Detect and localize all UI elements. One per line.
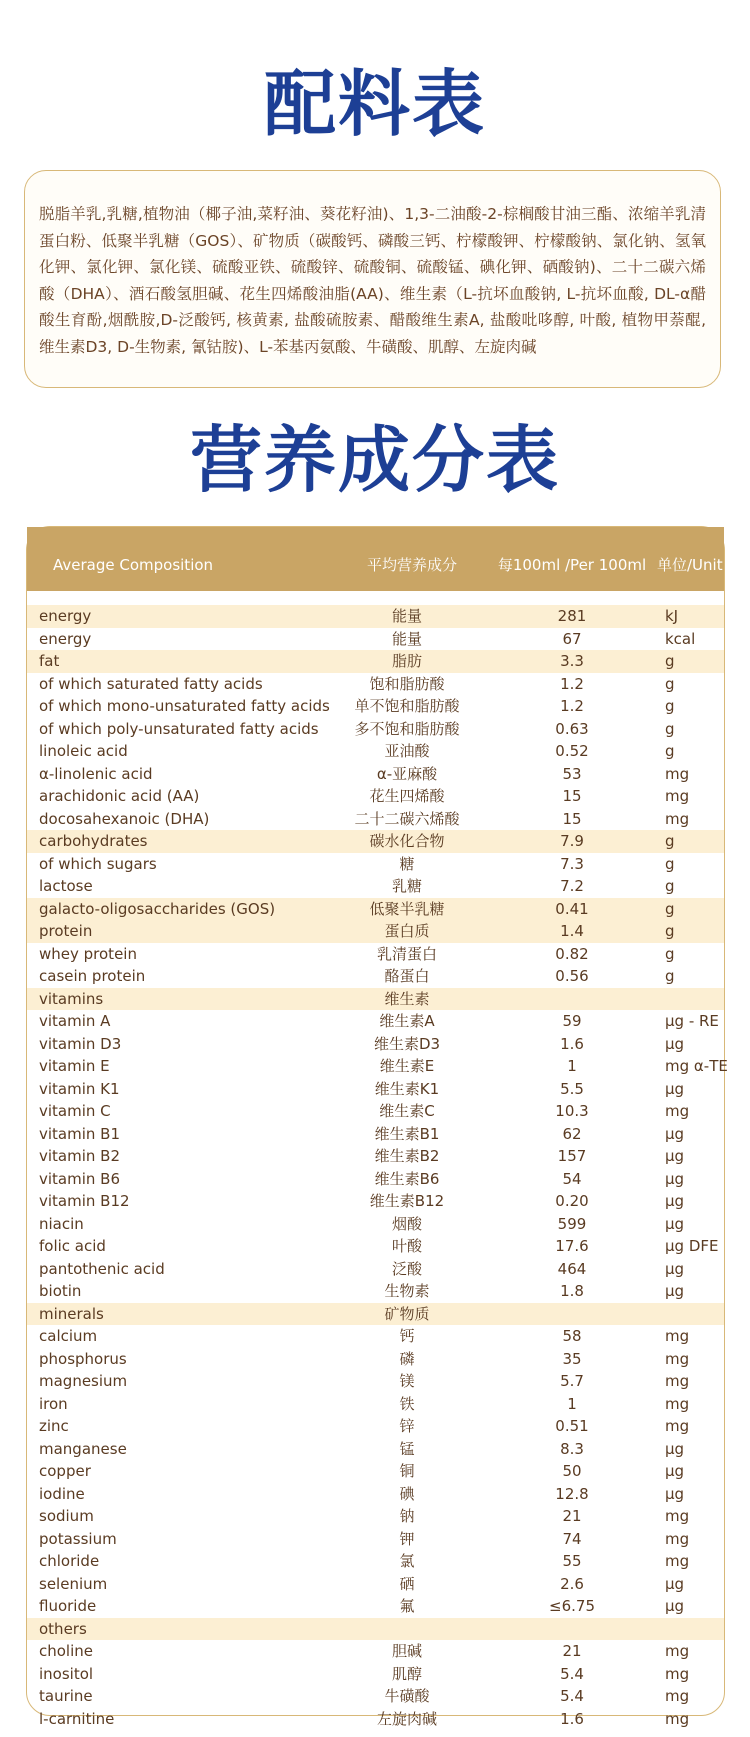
- nutrient-unit: g: [665, 832, 675, 850]
- nutrient-name-en: vitamin B1: [39, 1124, 121, 1143]
- nutrient-name-cn: 锌: [399, 1417, 415, 1435]
- nutrient-value: 74: [562, 1529, 582, 1548]
- table-header: [27, 527, 724, 591]
- nutrient-value: 15: [562, 787, 582, 805]
- nutrient-value: 12.8: [555, 1484, 589, 1503]
- nutrient-name-en: energy: [39, 629, 92, 648]
- nutrient-name-en: fat: [39, 652, 60, 670]
- nutrient-name-cn: 胆碱: [391, 1642, 422, 1660]
- nutrient-name-en: vitamin B2: [39, 1147, 121, 1165]
- table-row: [27, 718, 724, 741]
- table-row: [27, 1618, 724, 1641]
- nutrient-unit: μg: [665, 1034, 685, 1053]
- table-row: [27, 1303, 724, 1326]
- table-row: [27, 1685, 724, 1708]
- nutrient-value: 3.3: [560, 652, 584, 670]
- table-row: [27, 965, 724, 988]
- table-row: [27, 988, 724, 1011]
- nutrient-unit: μg: [665, 1124, 685, 1143]
- nutrient-name-cn: 碳水化合物: [369, 832, 445, 850]
- nutrient-name-cn: 维生素B6: [374, 1169, 440, 1188]
- table-row: [27, 605, 724, 628]
- nutrient-value: 0.41: [555, 899, 589, 918]
- nutrient-value: 2.6: [560, 1574, 584, 1593]
- nutrient-name-en: inositol: [39, 1664, 94, 1683]
- table-row: [27, 695, 724, 718]
- nutrient-name-en: biotin: [39, 1282, 82, 1300]
- nutrient-value: 7.9: [560, 832, 584, 850]
- nutrient-unit: μg: [665, 1574, 685, 1593]
- nutrient-name-cn: 维生素A: [379, 1012, 435, 1030]
- nutrient-name-cn: 单不饱和脂肪酸: [354, 697, 460, 715]
- nutrient-name-cn: 泛酸: [391, 1259, 422, 1278]
- nutrient-value: 58: [562, 1327, 582, 1345]
- nutrient-unit: μg: [665, 1169, 685, 1188]
- table-row: [27, 875, 724, 898]
- nutrient-unit: g: [665, 944, 675, 963]
- nutrient-name-cn: 维生素B1: [374, 1124, 440, 1143]
- nutrient-unit: g: [665, 652, 675, 670]
- nutrient-unit: g: [665, 922, 675, 940]
- nutrient-name-en: magnesium: [39, 1372, 128, 1390]
- nutrient-unit: mg: [665, 787, 690, 805]
- nutrient-name-en: minerals: [39, 1304, 104, 1323]
- nutrient-unit: mg: [665, 1552, 690, 1570]
- nutrient-unit: μg: [665, 1484, 685, 1503]
- nutrient-unit: mg: [665, 1687, 690, 1705]
- nutrient-name-en: folic acid: [39, 1237, 106, 1255]
- nutrient-value: 35: [562, 1349, 582, 1368]
- table-row: [27, 763, 724, 786]
- nutrient-name-en: vitamin A: [39, 1012, 111, 1030]
- table-row: [27, 1595, 724, 1618]
- nutrient-name-cn: 饱和脂肪酸: [369, 674, 445, 693]
- nutrient-name-en: linoleic acid: [39, 742, 128, 760]
- nutrient-value: 0.82: [555, 944, 589, 963]
- table-row: [27, 1708, 724, 1731]
- table-row: [27, 1168, 724, 1191]
- nutrient-name-cn: 维生素: [384, 989, 430, 1008]
- table-row: [27, 785, 724, 808]
- nutrient-name-en: α-linolenic acid: [39, 764, 153, 783]
- nutrient-value: 1.4: [560, 922, 584, 940]
- nutrient-unit: μg: [665, 1597, 685, 1615]
- table-row: [27, 1505, 724, 1528]
- table-row: [27, 1100, 724, 1123]
- table-row: [27, 1258, 724, 1281]
- nutrient-value: 0.52: [555, 742, 589, 760]
- nutrient-unit: g: [665, 697, 675, 715]
- nutrient-name-cn: 维生素D3: [373, 1034, 441, 1053]
- table-row: [27, 1438, 724, 1461]
- table-row: [27, 1213, 724, 1236]
- nutrient-value: 53: [562, 764, 582, 783]
- nutrient-value: 281: [557, 607, 587, 625]
- table-row: [27, 1550, 724, 1573]
- nutrient-unit: g: [665, 674, 675, 693]
- table-row: [27, 1528, 724, 1551]
- nutrient-name-cn: 左旋肉碱: [376, 1709, 437, 1728]
- nutrient-name-cn: 烟酸: [391, 1214, 422, 1233]
- nutrient-name-cn: 矿物质: [384, 1304, 430, 1323]
- nutrient-name-en: manganese: [39, 1439, 127, 1458]
- nutrient-name-en: taurine: [39, 1687, 93, 1705]
- table-row: [27, 1145, 724, 1168]
- nutrient-name-en: pantothenic acid: [39, 1259, 165, 1278]
- nutrient-name-en: vitamin D3: [39, 1034, 122, 1053]
- nutrient-unit: mg: [665, 1417, 690, 1435]
- nutrient-name-en: carbohydrates: [39, 832, 148, 850]
- nutrient-name-cn: 能量: [391, 629, 422, 648]
- table-row: [27, 1010, 724, 1033]
- nutrient-unit: g: [665, 742, 675, 760]
- nutrient-value: 8.3: [560, 1439, 584, 1458]
- ingredients-title: 配料表: [263, 62, 486, 146]
- nutrient-name-en: selenium: [39, 1574, 108, 1593]
- table-row: [27, 1348, 724, 1371]
- table-row: [27, 628, 724, 651]
- nutrient-name-en: vitamin E: [39, 1057, 110, 1075]
- table-row: [27, 898, 724, 921]
- nutrient-name-cn: 硒: [399, 1574, 415, 1593]
- nutrient-value: 0.56: [555, 967, 589, 985]
- table-row: [27, 1370, 724, 1393]
- nutrient-name-cn: 肌醇: [391, 1664, 422, 1683]
- table-row: [27, 1393, 724, 1416]
- nutrient-name-en: of which sugars: [39, 854, 157, 873]
- nutrient-name-cn: 酪蛋白: [384, 967, 430, 985]
- ingredients-box: [24, 170, 721, 388]
- nutrient-name-en: vitamin B12: [39, 1192, 130, 1210]
- nutrient-unit: μg: [665, 1192, 685, 1210]
- nutrient-unit: μg: [665, 1079, 685, 1098]
- nutrient-name-en: calcium: [39, 1327, 98, 1345]
- nutrient-value: 599: [557, 1214, 587, 1233]
- nutrient-value: 17.6: [555, 1237, 589, 1255]
- nutrient-name-en: vitamin K1: [39, 1079, 120, 1098]
- nutrient-value: ≤6.75: [549, 1597, 595, 1615]
- nutrient-value: 62: [562, 1124, 582, 1143]
- nutrient-value: 5.4: [560, 1687, 584, 1705]
- nutrient-value: 0.20: [555, 1192, 589, 1210]
- nutrient-name-en: copper: [39, 1462, 91, 1480]
- table-row: [27, 808, 724, 831]
- nutrient-name-cn: 维生素B12: [369, 1192, 445, 1210]
- table-row: [27, 1235, 724, 1258]
- ingredients-text: 脱脂羊乳,乳糖,植物油（椰子油,菜籽油、葵花籽油)、1,3-二油酸-2-棕榈酸甘油三酯、浓缩羊乳清蛋白粉、低聚半乳糖（GOS）、矿物质（碳酸钙、磷酸三钙、柠檬酸钾、柠檬酸钠、氯化钠、氢氧化钾、氯化钾、氯化镁、硫酸亚铁、硫酸锌、硫酸铜、硫酸锰、碘化钾、硒酸钠)、二十二碳六烯酸（DHA）、酒石酸氢胆碱、花生四烯酸油脂(AA)、维生素（L-抗坏血酸钠, L-抗坏血酸, DL-α醋酸生育酚,烟酰胺,D-泛酸钙, 核黄素, 盐酸硫胺素、醋酸维生素A, 盐酸吡哆醇, 叶酸, 植物甲萘醌, 维生素D3, D-生物素, 氰钴胺)、L-苯基丙氨酸、牛磺酸、肌醇、左旋肉碱: [39, 205, 706, 356]
- nutrient-name-cn: 钾: [399, 1529, 415, 1548]
- header-average-composition: Average Composition: [53, 556, 214, 574]
- header-unit: 单位/Unit: [657, 556, 723, 574]
- nutrient-name-cn: 乳清蛋白: [376, 944, 437, 963]
- nutrient-value: 0.51: [555, 1417, 589, 1435]
- nutrient-name-en: of which poly-unsaturated fatty acids: [39, 719, 319, 738]
- nutrient-value: 59: [562, 1012, 582, 1030]
- nutrient-name-cn: 氟: [399, 1597, 415, 1615]
- nutrition-title: 营养成分表: [189, 418, 560, 502]
- nutrient-unit: g: [665, 967, 675, 985]
- nutrient-name-cn: 铜: [399, 1462, 415, 1480]
- nutrient-value: 1.8: [560, 1282, 584, 1300]
- nutrient-name-cn: 维生素C: [379, 1102, 435, 1120]
- nutrient-name-cn: 糖: [399, 854, 415, 873]
- table-body: [27, 605, 728, 1730]
- nutrient-name-en: iron: [39, 1394, 68, 1413]
- nutrient-name-en: of which mono-unsaturated fatty acids: [39, 697, 330, 715]
- nutrient-value: 7.2: [560, 877, 584, 895]
- nutrient-name-en: arachidonic acid (AA): [39, 787, 200, 805]
- nutrient-value: 5.5: [560, 1079, 584, 1098]
- nutrient-name-en: protein: [39, 922, 93, 940]
- header-per-100ml: 每100ml /Per 100ml: [497, 556, 647, 574]
- nutrient-value: 1: [567, 1057, 577, 1075]
- nutrient-unit: kcal: [665, 629, 696, 648]
- nutrient-name-cn: 蛋白质: [384, 922, 430, 940]
- nutrient-name-cn: 花生四烯酸: [369, 787, 445, 805]
- nutrient-unit: mg: [665, 1709, 690, 1728]
- nutrient-name-cn: 氯: [399, 1552, 415, 1570]
- nutrient-value: 21: [562, 1507, 582, 1525]
- nutrient-value: 1.6: [560, 1709, 584, 1728]
- nutrient-value: 1.6: [560, 1034, 584, 1053]
- nutrient-name-en: others: [39, 1619, 87, 1638]
- table-row: [27, 1123, 724, 1146]
- nutrient-name-cn: 钠: [399, 1507, 415, 1525]
- nutrient-value: 1: [567, 1394, 577, 1413]
- table-row: [27, 920, 724, 943]
- nutrient-name-cn: 脂肪: [391, 652, 422, 670]
- table-row: [27, 650, 724, 673]
- nutrient-value: 157: [557, 1147, 587, 1165]
- table-row: [27, 1280, 724, 1303]
- nutrient-value: 21: [562, 1642, 582, 1660]
- nutrient-value: 67: [562, 629, 582, 648]
- nutrient-name-cn: 磷: [399, 1349, 415, 1368]
- header-chinese-name: 平均营养成分: [366, 556, 457, 574]
- table-row: [27, 853, 724, 876]
- nutrient-unit: mg: [665, 1349, 690, 1368]
- nutrient-unit: mg: [665, 1664, 690, 1683]
- nutrient-unit: g: [665, 854, 675, 873]
- table-row: [27, 1460, 724, 1483]
- table-row: [27, 1663, 724, 1686]
- nutrient-name-en: energy: [39, 607, 92, 625]
- nutrient-unit: mg: [665, 1642, 690, 1660]
- table-row: [27, 1190, 724, 1213]
- nutrient-name-en: fluoride: [39, 1597, 97, 1615]
- nutrient-unit: μg: [665, 1282, 685, 1300]
- nutrient-value: 5.7: [560, 1372, 584, 1390]
- nutrient-name-cn: 叶酸: [391, 1237, 422, 1255]
- nutrient-name-cn: 镁: [399, 1372, 415, 1390]
- table-row: [27, 1415, 724, 1438]
- table-row: [27, 1573, 724, 1596]
- nutrient-name-cn: 维生素B2: [374, 1147, 440, 1165]
- nutrient-name-cn: 能量: [391, 607, 422, 625]
- nutrient-value: 15: [562, 809, 582, 828]
- nutrient-name-en: sodium: [39, 1507, 94, 1525]
- nutrient-name-cn: 低聚半乳糖: [369, 899, 445, 918]
- nutrient-name-en: vitamin B6: [39, 1169, 121, 1188]
- nutrient-name-cn: 铁: [399, 1394, 415, 1413]
- table-row: [27, 1325, 724, 1348]
- nutrient-name-en: choline: [39, 1642, 94, 1660]
- nutrient-name-cn: 碘: [399, 1484, 415, 1503]
- nutrient-unit: μg - RE: [665, 1012, 719, 1030]
- nutrient-value: 464: [557, 1259, 587, 1278]
- nutrient-unit: mg: [665, 1102, 690, 1120]
- nutrient-name-cn: 牛磺酸: [384, 1687, 430, 1705]
- nutrient-unit: kJ: [665, 607, 679, 625]
- nutrient-unit: μg: [665, 1214, 685, 1233]
- table-row: [27, 830, 724, 853]
- nutrient-value: 1.2: [560, 697, 584, 715]
- nutrient-value: 0.63: [555, 719, 589, 738]
- nutrient-name-cn: 维生素E: [379, 1057, 435, 1075]
- table-row: [27, 740, 724, 763]
- nutrient-name-cn: 维生素K1: [374, 1079, 440, 1098]
- nutrient-name-en: docosahexanoic (DHA): [39, 809, 210, 828]
- nutrient-name-en: chloride: [39, 1552, 100, 1570]
- nutrition-table: [26, 526, 728, 1728]
- nutrient-unit: mg: [665, 1327, 690, 1345]
- nutrient-name-en: potassium: [39, 1529, 117, 1548]
- nutrient-name-cn: α-亚麻酸: [376, 764, 438, 783]
- nutrient-name-cn: 钙: [399, 1327, 415, 1345]
- table-row: [27, 1640, 724, 1663]
- nutrient-name-en: l-carnitine: [39, 1709, 115, 1728]
- nutrient-unit: μg: [665, 1259, 685, 1278]
- nutrient-name-cn: 亚油酸: [384, 742, 430, 760]
- nutrient-name-en: vitamins: [39, 989, 104, 1008]
- table-row: [27, 1055, 728, 1078]
- nutrient-name-en: zinc: [39, 1417, 69, 1435]
- nutrient-value: 7.3: [560, 854, 584, 873]
- nutrient-name-cn: 多不饱和脂肪酸: [354, 719, 460, 738]
- nutrient-value: 50: [562, 1462, 582, 1480]
- nutrient-unit: g: [665, 877, 675, 895]
- nutrient-name-en: iodine: [39, 1484, 85, 1503]
- table-row: [27, 673, 724, 696]
- nutrient-unit: μg: [665, 1462, 685, 1480]
- nutrient-name-en: phosphorus: [39, 1349, 127, 1368]
- nutrient-value: 1.2: [560, 674, 584, 693]
- nutrient-name-en: whey protein: [39, 944, 137, 963]
- nutrient-name-en: casein protein: [39, 967, 146, 985]
- nutrient-unit: mg: [665, 1507, 690, 1525]
- nutrient-unit: mg: [665, 1372, 690, 1390]
- nutrient-unit: mg: [665, 1394, 690, 1413]
- nutrient-name-cn: 生物素: [384, 1282, 430, 1300]
- nutrient-value: 55: [562, 1552, 582, 1570]
- nutrient-unit: mg: [665, 764, 690, 783]
- nutrient-unit: μg DFE: [665, 1237, 719, 1255]
- table-row: [27, 1078, 724, 1101]
- nutrient-name-cn: 乳糖: [391, 877, 422, 895]
- nutrient-name-en: galacto-oligosaccharides (GOS): [39, 899, 276, 918]
- table-row: [27, 1033, 724, 1056]
- nutrient-name-cn: 二十二碳六烯酸: [354, 809, 460, 828]
- nutrient-value: 5.4: [560, 1664, 584, 1683]
- nutrient-name-cn: 锰: [399, 1439, 415, 1458]
- nutrient-name-en: lactose: [39, 877, 93, 895]
- table-row: [27, 1483, 724, 1506]
- nutrient-unit: mg α-TE: [665, 1057, 728, 1075]
- nutrient-unit: g: [665, 899, 675, 918]
- nutrient-unit: mg: [665, 1529, 690, 1548]
- nutrient-unit: g: [665, 719, 675, 738]
- nutrient-name-en: of which saturated fatty acids: [39, 674, 263, 693]
- nutrient-name-en: niacin: [39, 1214, 84, 1233]
- nutrient-name-en: vitamin C: [39, 1102, 111, 1120]
- table-row: [27, 943, 724, 966]
- nutrient-unit: mg: [665, 809, 690, 828]
- nutrient-unit: μg: [665, 1147, 685, 1165]
- nutrient-unit: μg: [665, 1439, 685, 1458]
- nutrient-value: 54: [562, 1169, 582, 1188]
- nutrient-value: 10.3: [555, 1102, 589, 1120]
